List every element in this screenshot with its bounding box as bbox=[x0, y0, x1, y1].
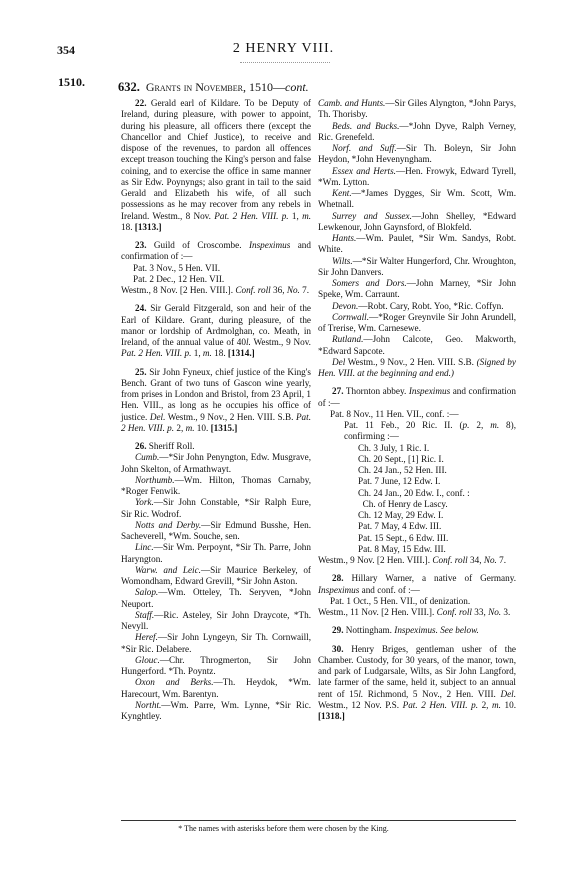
left-column bbox=[121, 98, 311, 722]
year-marker: 1510. bbox=[58, 75, 85, 89]
paragraph: Oxon and Berks.—Th. Heydok, *Wm. Harecourt, Wm. Barentyn. bbox=[121, 677, 311, 699]
paragraph: Ch. 20 Sept., [1] Ric. I. bbox=[358, 453, 444, 464]
paragraph: Pat. 8 Nov., 11 Hen. VII., conf. :— bbox=[330, 408, 459, 419]
paragraph: Del Westm., 9 Nov., 2 Hen. VIII. S.B. (Signed by Hen. VIII. at the beginning and end.) bbox=[318, 356, 516, 378]
paragraph: Ch. of Henry de Lascy. bbox=[358, 498, 448, 509]
paragraph: 23. Guild of Croscombe. Inspeximus and confirmation of :— bbox=[121, 240, 311, 262]
paragraph: Northt.—Wm. Parre, Wm. Lynne, *Sir Ric. Kynghtley. bbox=[121, 699, 311, 721]
paragraph: Heref.—Sir John Lyngeyn, Sir Th. Cornwaill, *Sir Ric. Delabere. bbox=[121, 632, 311, 654]
section-number: 632. bbox=[118, 80, 140, 94]
footnote-rule bbox=[121, 820, 516, 821]
paragraph: Westm., 9 Nov. [2 Hen. VIII.]. Conf. roll 34, No. 7. bbox=[318, 555, 507, 565]
footnote: * The names with asterisks before them were chosen by the King. bbox=[178, 824, 389, 833]
paragraph: Northumb.—Wm. Hilton, Thomas Carnaby, *Roger Fenwik. bbox=[121, 474, 311, 496]
paragraph: Salop.—Wm. Otteley, Th. Seryven, *John Neuport. bbox=[121, 587, 311, 609]
paragraph: Pat. 3 Nov., 5 Hen. VII. bbox=[133, 262, 221, 273]
paragraph: Pat. 7 June, 12 Edw. I. bbox=[358, 476, 441, 487]
paragraph: Norf. and Suff.—Sir Th. Boleyn, Sir John Heydon, *John Hevenyngham. bbox=[318, 143, 516, 165]
paragraph: Pat. 7 May, 4 Edw. III. bbox=[358, 521, 442, 532]
paragraph: 22. Gerald earl of Kildare. To be Deputy of Ireland, during pleasure, with power to appoint, during his pleasure, all officers there (except the Chancellor and Chief Justice), to receive and dispose of the revenues, to pardon all offences except treason touching the King's person and false coining, and to exercise the office in same manner as Sir Edw. Poynyngs; also grant in tail to the said Gerald and Elizabeth his wife, of all such possessions as he may recover from any rebels in Ireland. Westm., 8 Nov. Pat. 2 Hen. VIII. p. 1, m. 18. [1313.] bbox=[121, 98, 311, 232]
paragraph: Staff.—Ric. Asteley, Sir John Draycote, *Th. Nevyll. bbox=[121, 609, 311, 631]
page-number: 354 bbox=[57, 43, 75, 57]
paragraph: Pat. 15 Sept., 6 Edw. III. bbox=[358, 532, 449, 543]
paragraph: Notts and Derby.—Sir Edmund Busshe, Hen. Sacheverell, *Wm. Souche, sen. bbox=[121, 519, 311, 541]
paragraph: Rutland.—John Calcote, Geo. Makworth, *Edward Sapcote. bbox=[318, 334, 516, 356]
paragraph: 26. Sheriff Roll. bbox=[135, 441, 195, 451]
paragraph: York.—Sir John Constable, *Sir Ralph Eure, Sir Ric. Wodrof. bbox=[121, 497, 311, 519]
paragraph: Westm., 11 Nov. [2 Hen. VIII.]. Conf. roll 33, No. 3. bbox=[318, 607, 511, 617]
paragraph: Linc.—Sir Wm. Perpoynt, *Sir Th. Parre, John Haryngton. bbox=[121, 542, 311, 564]
paragraph: 25. Sir John Fyneux, chief justice of the King's Bench. Grant of two tuns of Gascon wine yearly, from prises in London and Bristol, from 23 April, 1 Hen. VIII., as long as he occupies his office of justice. Del. Westm., 9 Nov., 2 Hen. VIII. S.B. Pat. 2 Hen. VIII. p. 2, m. 10. [1315.] bbox=[121, 366, 311, 433]
paragraph: Pat. 2 Dec., 12 Hen. VII. bbox=[133, 273, 225, 284]
paragraph: Camb. and Hunts.—Sir Giles Alyngton, *John Parys, Th. Thorisby. bbox=[318, 98, 516, 120]
paragraph: Glouc.—Chr. Throgmerton, Sir John Hungerford. *Th. Poyntz. bbox=[121, 654, 311, 676]
paragraph: Cumb.—*Sir John Penyngton, Edw. Musgrave, John Skelton, of Armathwayt. bbox=[121, 452, 311, 474]
paragraph: Kent.—*James Dygges, Sir Wm. Scott, Wm. Whetnall. bbox=[318, 188, 516, 210]
paragraph: Warw. and Leic.—Sir Maurice Berkeley, of Womondham, Edward Grevill, *Sir John Aston. bbox=[121, 564, 311, 586]
paragraph: 29. Nottingham. Inspeximus. See below. bbox=[332, 625, 479, 636]
paragraph: Ch. 3 July, 1 Ric. I. bbox=[358, 442, 430, 453]
paragraph: Pat. 11 Feb., 20 Ric. II. (p. 2, m. 8), confirming :— bbox=[344, 420, 517, 442]
paragraph: Hants.—Wm. Paulet, *Sir Wm. Sandys, Robt. White. bbox=[318, 233, 516, 255]
paragraph: Pat. 1 Oct., 5 Hen. VII., of denization. bbox=[330, 595, 471, 606]
section-heading bbox=[118, 80, 309, 95]
section-title: Grants in November, 1510— bbox=[145, 80, 285, 94]
paragraph: Devon.—Robt. Cary, Robt. Yoo, *Ric. Coffyn. bbox=[332, 300, 504, 311]
running-head: 2 HENRY VIII. bbox=[232, 41, 335, 56]
paragraph: Beds. and Bucks.—*John Dyve, Ralph Verney, Ric. Grenefeld. bbox=[318, 120, 516, 142]
paragraph: Somers and Dors.—John Marney, *Sir John Speke, Wm. Carraunt. bbox=[318, 278, 516, 300]
paragraph: Surrey and Sussex.—John Shelley, *Edward Lewkenour, John Gaynsford, of Blokfeld. bbox=[318, 210, 516, 232]
paragraph: Essex and Herts.—Hen. Frowyk, Edward Tyrell, *Wm. Lytton. bbox=[318, 165, 517, 187]
paragraph: Pat. 8 May, 15 Edw. III. bbox=[358, 543, 446, 554]
paragraph: Cornwall.—*Roger Greynvile Sir John Arundell, of Trerise, Wm. Carnesewe. bbox=[318, 311, 516, 333]
section-cont: cont. bbox=[285, 80, 309, 94]
paragraph: Ch. 24 Jan., 52 Hen. III. bbox=[358, 465, 447, 475]
paragraph: Ch. 24 Jan., 20 Edw. I., conf. : bbox=[358, 487, 470, 498]
header-divider bbox=[240, 62, 330, 63]
paragraph: 30. Henry Briges, gentleman usher of the Chamber. Custody, for 30 years, of the manor, town, and park of Ludgarsale, Wilts, as Sir John Langford, late farmer of the same, held it, subject to an annual rent of 15l. Richmond, 5 Nov., 2 Hen. VIII. Del. Westm., 12 Nov. P.S. Pat. 2 Hen. VIII. p. 2, m. 10. [1318.] bbox=[318, 643, 517, 721]
paragraph: 28. Hillary Warner, a native of Germany. Inspeximus and conf. of :— bbox=[318, 573, 516, 595]
right-column bbox=[318, 98, 516, 722]
paragraph: 24. Sir Gerald Fitzgerald, son and heir of the Earl of Kildare. Grant, during pleasure, of the manor or lordship of Ardmolghan, co. Meath, in Ireland, of the annual value of 40l. Westm., 9 Nov. Pat. 2 Hen. VIII. p. 1, m. 18. [1314.] bbox=[121, 303, 311, 359]
paragraph: Ch. 12 May, 29 Edw. I. bbox=[358, 510, 444, 520]
paragraph: Westm., 8 Nov. [2 Hen. VIII.]. Conf. roll 36, No. 7. bbox=[121, 285, 310, 295]
paragraph: 27. Thornton abbey. Inspeximus and confirmation of :— bbox=[318, 386, 516, 408]
paragraph: Wilts.—*Sir Walter Hungerford, Chr. Wroughton, Sir John Danvers. bbox=[318, 255, 516, 277]
